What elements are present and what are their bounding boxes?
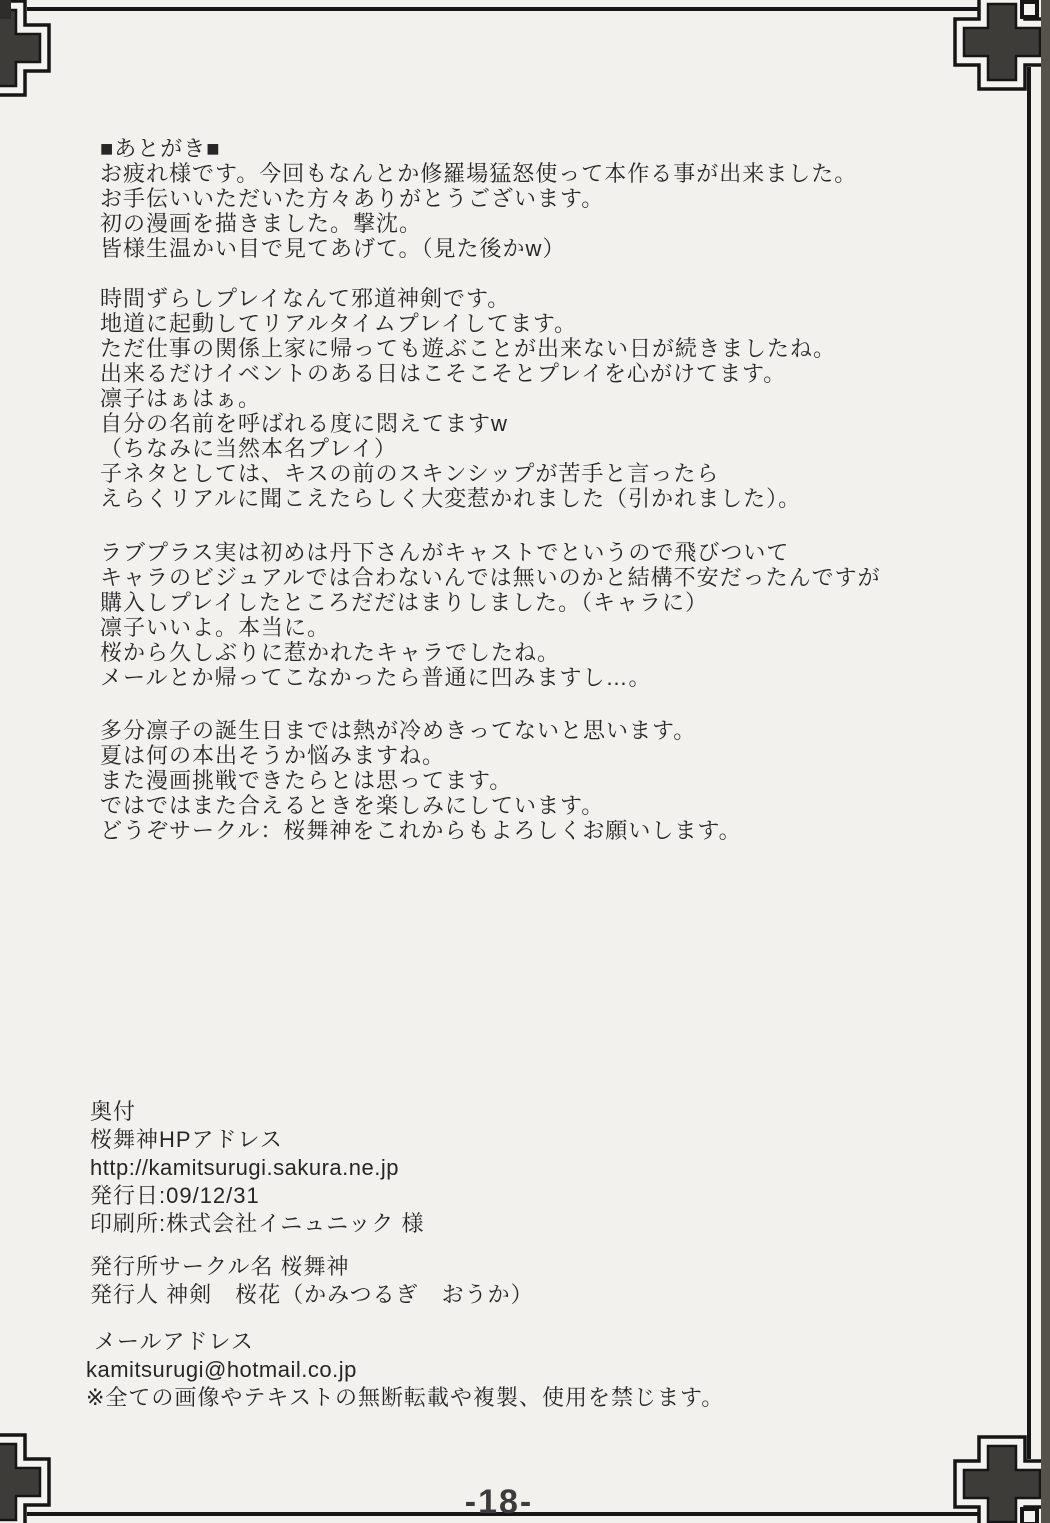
corner-notch-top-left <box>0 0 11 19</box>
colophon-copyright-notice: ※全ての画像やテキストの無断転載や複製、使用を禁じます。 <box>86 1385 725 1410</box>
colophon-hp-url: http://kamitsurugi.sakura.ne.jp <box>90 1155 399 1180</box>
corner-cross-bottom-left-icon <box>0 1435 49 1523</box>
afterword-line: 出来るだけイベントのある日はこそこそとプレイを心がけてます。 <box>100 361 787 386</box>
afterword-heading: ■あとがき■ <box>100 136 221 161</box>
afterword-line: ラブプラス実は初めは丹下さんがキャストでというので飛びついて <box>100 540 790 565</box>
afterword-line: （ちなみに当然本名プレイ） <box>100 436 398 461</box>
colophon-circle-name: 発行所サークル名 桜舞神 <box>90 1254 350 1279</box>
afterword-line: 凛子いいよ。本当に。 <box>100 615 331 640</box>
border-top-line <box>27 7 981 11</box>
afterword-line: 子ネタとしては、キスの前のスキンシップが苦手と言ったら <box>100 461 720 486</box>
colophon-email: kamitsurugi@hotmail.co.jp <box>86 1357 357 1382</box>
afterword-gameplay-paragraph <box>100 286 836 511</box>
afterword-closing-paragraph <box>100 718 742 843</box>
afterword-line: キャラのビジュアルでは合わないんでは無いのかと結構不安だったんですが <box>100 565 881 590</box>
colophon-email-label: メールアドレス <box>94 1329 254 1354</box>
afterword-line: どうぞサークル：桜舞神をこれからもよろしくお願いします。 <box>100 818 742 843</box>
afterword-line: 購入しプレイしたところだだはまりしました。（キャラに） <box>100 590 709 615</box>
afterword-line: えらくリアルに聞こえたらしく大変惹かれました（引かれました）。 <box>100 486 802 511</box>
afterword-line: お疲れ様です。今回もなんとか修羅場猛怒使って本作る事が出来ました。 <box>100 161 858 186</box>
colophon-heading: 奥付 <box>90 1099 137 1124</box>
afterword-line: ではではまた合えるときを楽しみにしています。 <box>100 793 605 818</box>
page-edge-shadow <box>1041 0 1050 1523</box>
colophon-publisher-name: 発行人 神剣 桜花（かみつるぎ おうか） <box>90 1282 534 1307</box>
afterword-line: お手伝いいただいた方々ありがとうございます。 <box>100 186 605 211</box>
colophon-section <box>90 1098 424 1238</box>
afterword-line: メールとか帰ってこなかったら普通に凹みますし…。 <box>100 665 652 690</box>
afterword-line: 桜から久しぶりに惹かれたキャラでしたね。 <box>100 640 561 665</box>
afterword-line: 皆様生温かい目で見てあげて。（見た後かw） <box>100 236 566 261</box>
afterword-line: 凛子はぁはぁ。 <box>100 386 262 411</box>
afterword-line: 初の漫画を描きました。撃沈。 <box>100 211 423 236</box>
afterword-line: 時間ずらしプレイなんて邪道神剣です。 <box>100 286 511 311</box>
corner-cross-bottom-right-icon <box>955 1437 1049 1523</box>
colophon-hp-label: 桜舞神HPアドレス <box>90 1127 283 1152</box>
afterword-line: 地道に起動してリアルタイムプレイしてます。 <box>100 311 578 336</box>
colophon-printer: 印刷所:株式会社イニュニック 様 <box>90 1211 425 1236</box>
border-right-line <box>1027 67 1031 1459</box>
afterword-line: 多分凛子の誕生日までは熱が冷めきってないと思います。 <box>100 718 697 743</box>
afterword-line: 自分の名前を呼ばれる度に悶えてますw <box>100 411 508 436</box>
afterword-line: 夏は何の本出そうか悩みますね。 <box>100 743 446 768</box>
afterword-line: また漫画挑戦できたらとは思ってます。 <box>100 768 513 793</box>
page-number: -18- <box>464 1483 534 1521</box>
colophon-contact-section <box>86 1328 724 1412</box>
afterword-intro-paragraph <box>100 136 857 261</box>
afterword-line: ただ仕事の関係上家に帰っても遊ぶことが出来ない日が続きましたね。 <box>100 336 837 361</box>
afterword-loveplus-paragraph <box>100 540 881 690</box>
colophon-issue-date: 発行日:09/12/31 <box>90 1183 260 1208</box>
colophon-publisher-section <box>90 1253 534 1309</box>
corner-cross-top-right-icon <box>955 0 1049 89</box>
